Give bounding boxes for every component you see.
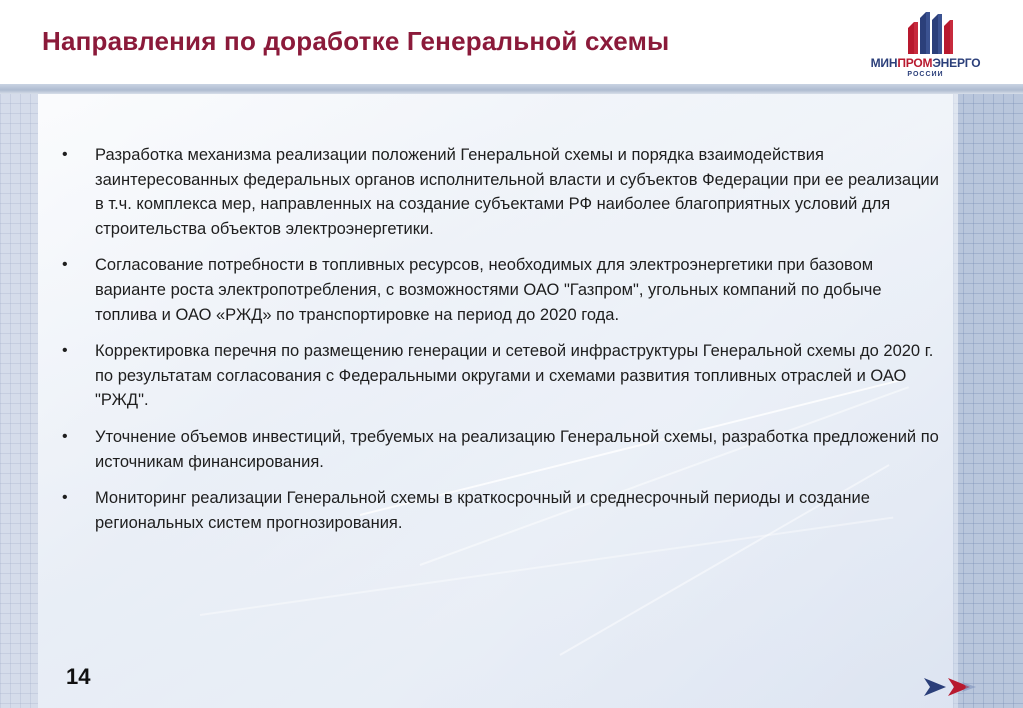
bullet-marker: • (62, 427, 68, 445)
bullet-text: Корректировка перечня по размещению генерации и сетевой инфраструктуры Генеральной схемы до 2020 г. по результатам согласования с Федеральными округами и схемами развития топливных отраслей и ОАО "РЖД". (95, 342, 934, 410)
slide-header (0, 0, 1023, 86)
bullet-marker: • (62, 256, 68, 274)
bullet-marker: • (62, 146, 68, 163)
ministry-logo (868, 10, 983, 82)
bullet-item (62, 425, 942, 474)
bullet-item (62, 143, 942, 241)
bullet-text: Уточнение объемов инвестиций, требуемых на реализацию Генеральной схемы, разработка предложений по источникам финансирования. (95, 427, 939, 471)
bullet-text: Разработка механизма реализации положений Генеральной схемы и порядка взаимодействия заинтересованных федеральных органов исполнительной власти и субъектов Федерации при ее реализации в т.ч. комплекса мер, направленных на создание субъектами РФ наиболее благоприятных условий для строительства объектов электроэнергетики. (95, 146, 939, 238)
logo-prefix: МИН (870, 56, 898, 70)
bullet-marker: • (62, 489, 68, 507)
bullet-item (62, 339, 942, 413)
logo-subtitle: РОССИИ (907, 71, 944, 78)
logo-wordmark (868, 56, 983, 70)
bullet-item (62, 486, 942, 535)
header-divider (0, 84, 1023, 94)
page-number: 14 (66, 664, 91, 689)
bullet-list (62, 143, 942, 547)
logo-emblem-icon (868, 10, 983, 54)
left-grid-decoration (0, 94, 38, 708)
bullet-text: Мониторинг реализации Генеральной схемы в краткосрочный и среднесрочный периоды и создание региональных систем прогнозирования. (95, 489, 870, 532)
bullet-item (62, 253, 942, 327)
right-grid-decoration (953, 94, 1023, 708)
slide-title: Направления по доработке Генеральной схемы (42, 26, 670, 56)
bullet-text: Согласование потребности в топливных ресурсов, необходимых для электроэнергетики при базовом варианте роста электропотребления, с возможностями ОАО "Газпром", угольных компаний по добыче топлива и ОАО «РЖД» по транспортировке на период до 2020 года. (95, 256, 882, 324)
logo-accent: ПРОМ (897, 56, 933, 70)
double-arrow-right-icon[interactable] (922, 676, 982, 698)
bullet-marker: • (62, 342, 68, 360)
logo-suffix: ЭНЕРГО (932, 56, 981, 70)
